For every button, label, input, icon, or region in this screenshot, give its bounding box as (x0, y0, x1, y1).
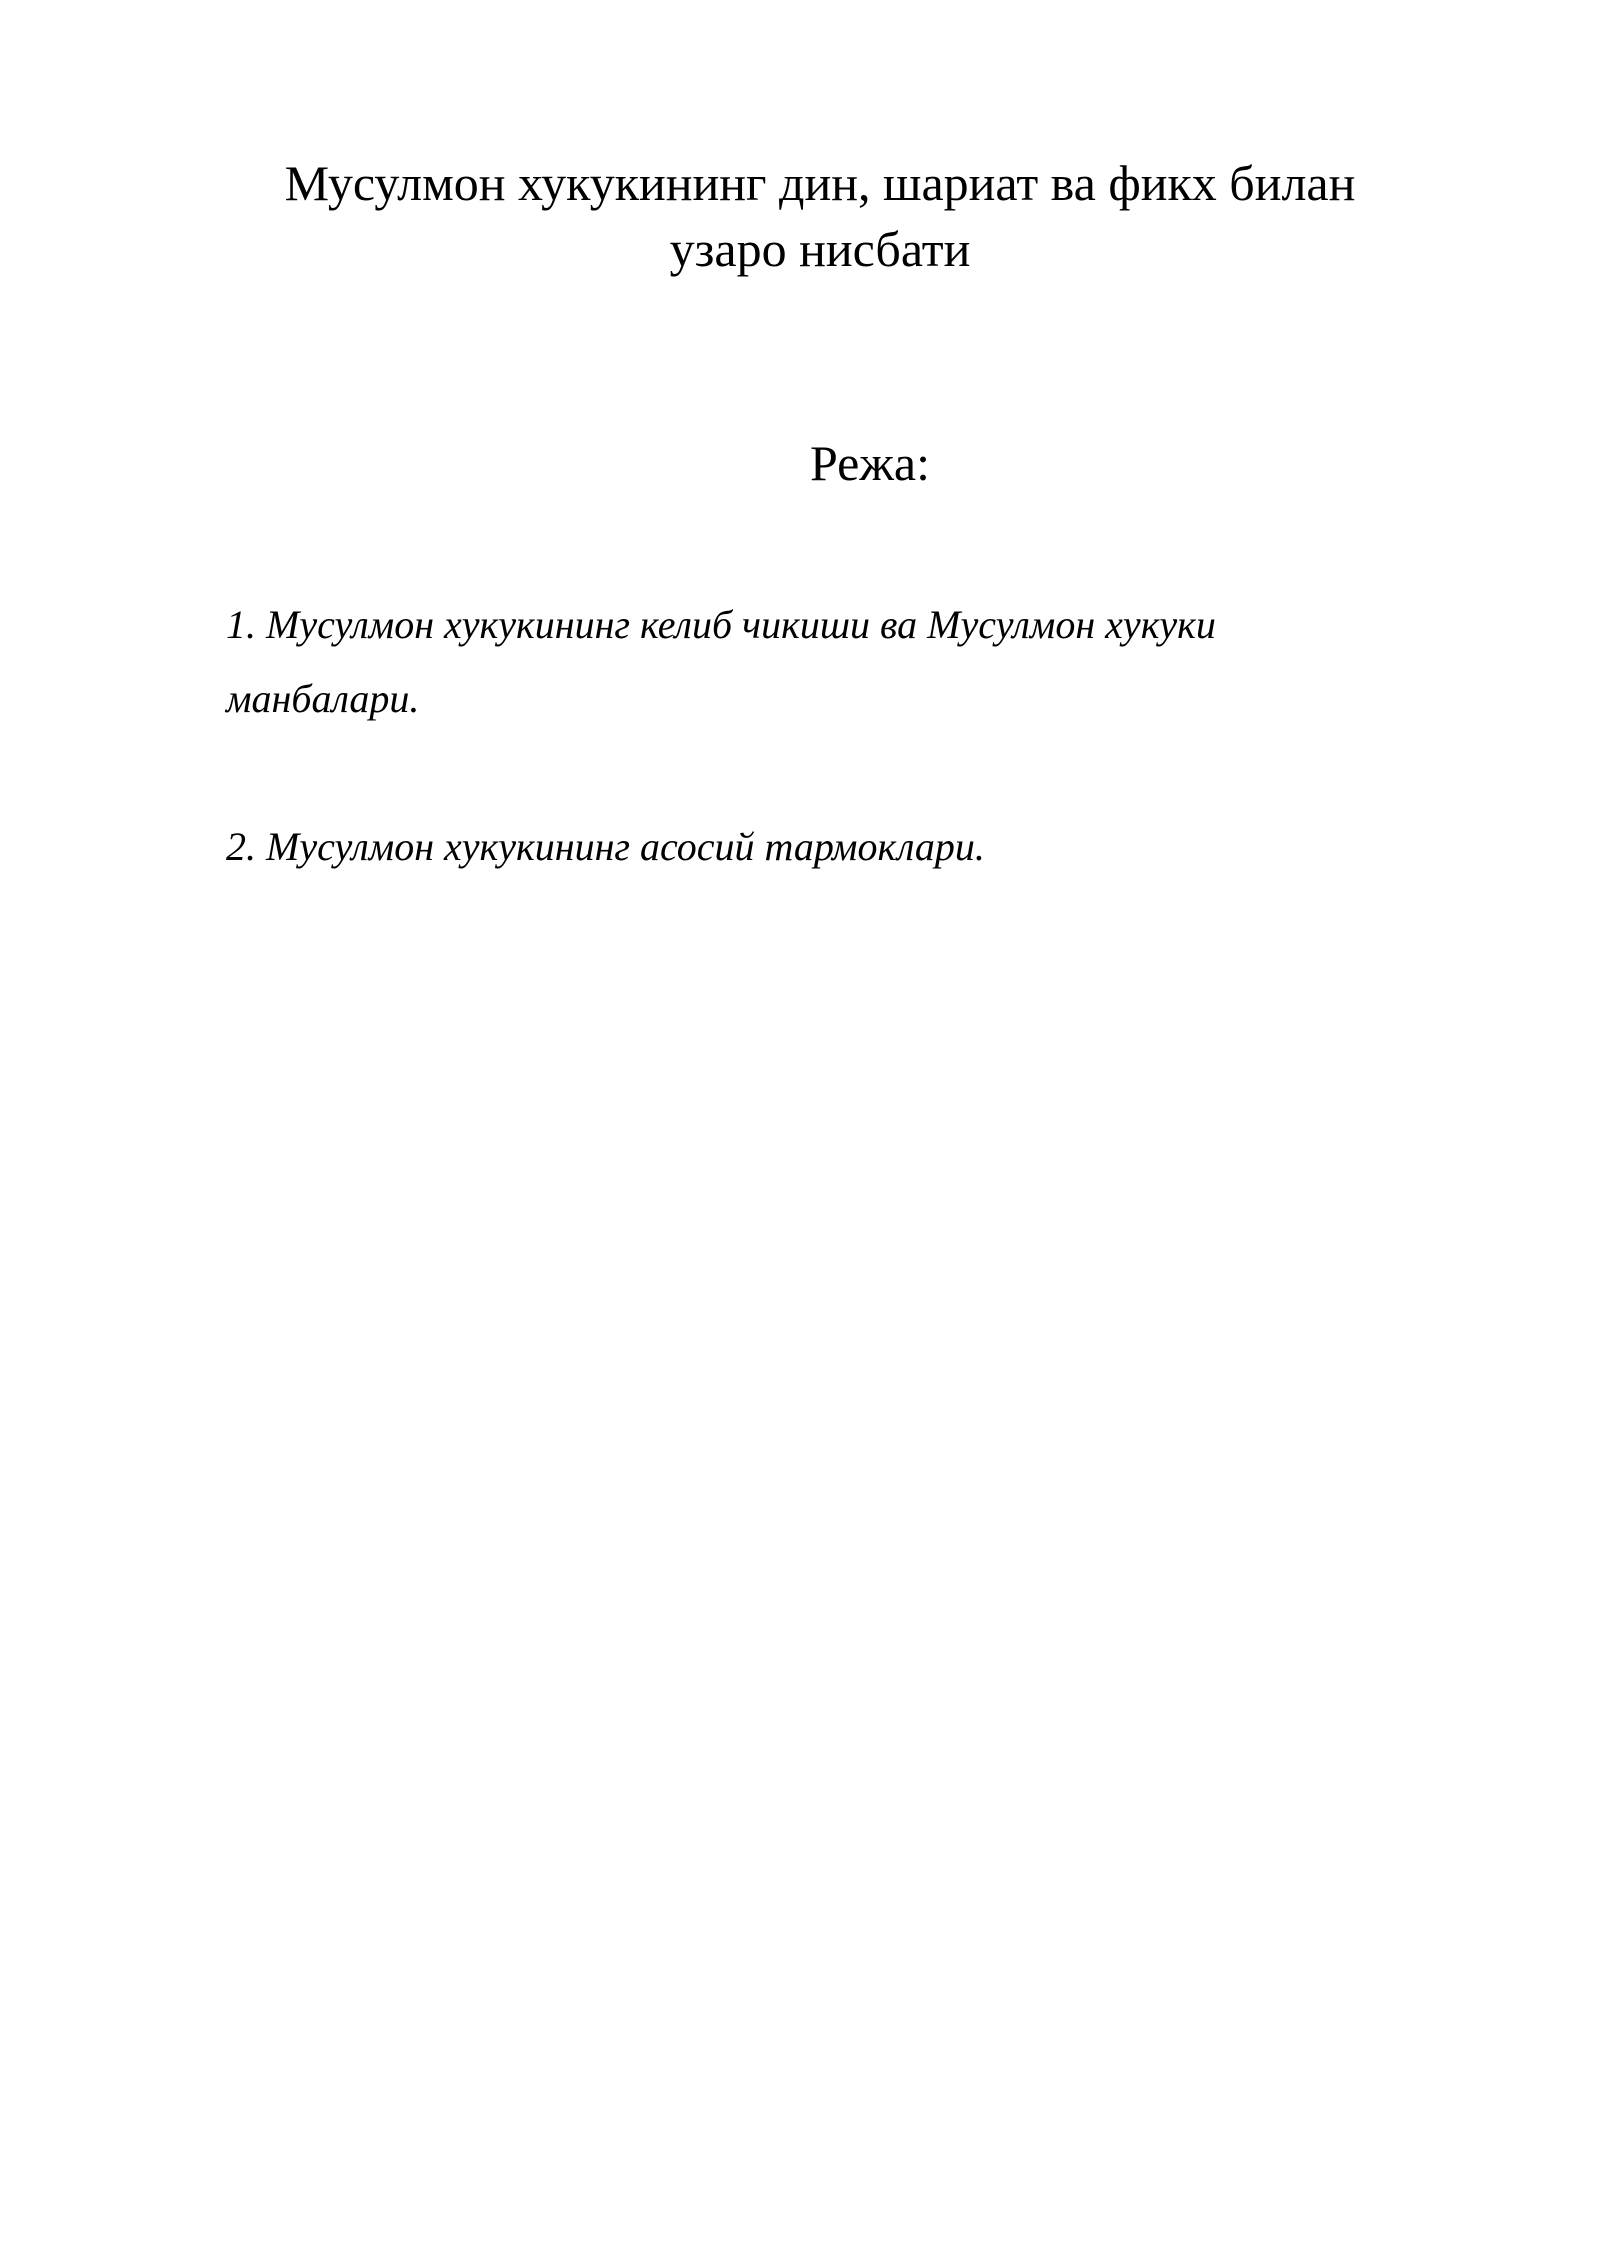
plan-item-2: 2. Мусулмон хукукининг асосий тармоклари. (226, 824, 985, 869)
plan-item-1: 1. Мусулмон хукукининг келиб чикиши ва Мусулмон хукуки манбалари. (226, 602, 1216, 721)
document-title: Мусулмон хукукининг дин, шариат ва фикх билан узаро нисбати (284, 155, 1356, 277)
plan-list (226, 588, 1396, 884)
plan-heading: Режа: (810, 435, 930, 491)
